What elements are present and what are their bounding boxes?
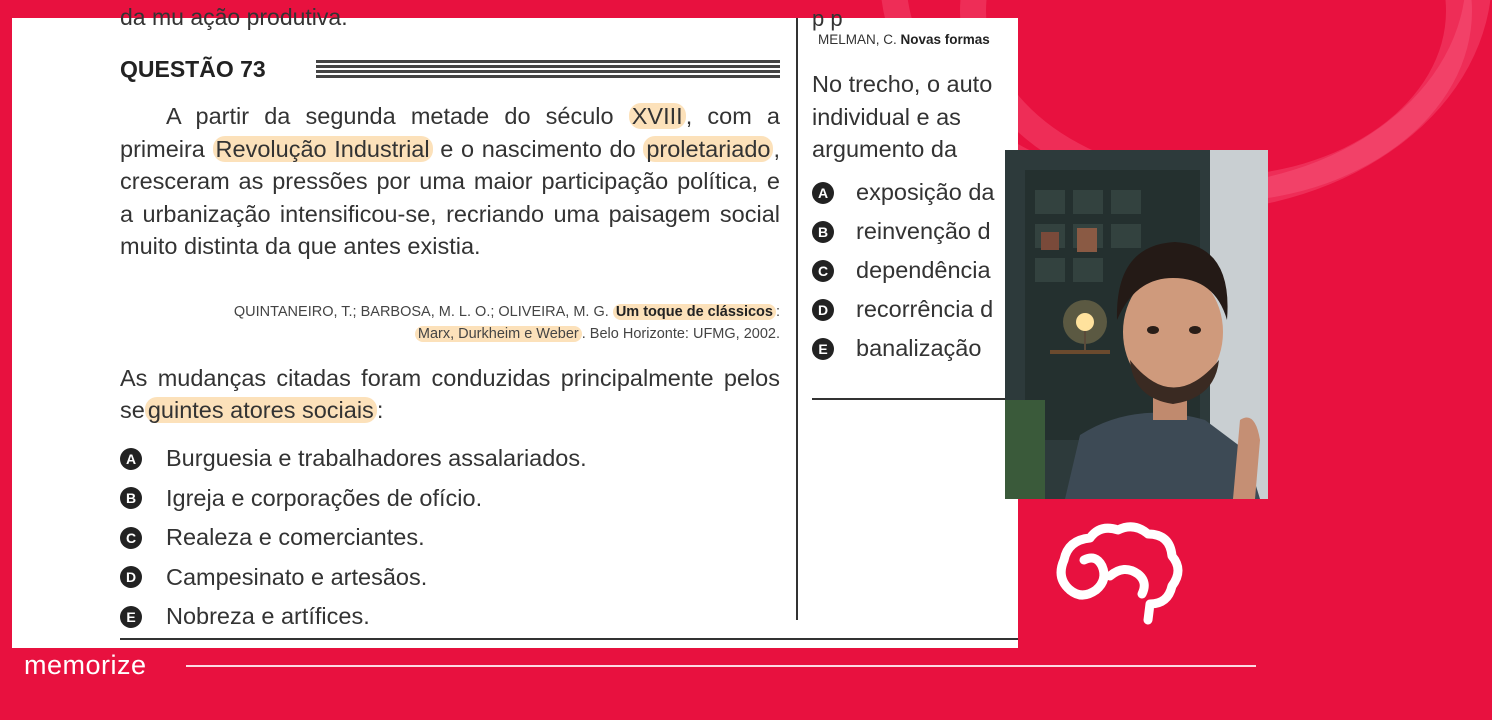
answer-option-c[interactable]: [120, 518, 780, 558]
option-letter-badge: B: [120, 487, 142, 509]
answer-option-b[interactable]: [120, 479, 780, 519]
source-citation: QUINTANEIRO, T.; BARBOSA, M. L. O.; OLIVEIRA, M. G. Um toque de clássicos : Marx, Durkheim e Weber . Belo Horizonte: UFMG, 2002.: [233, 304, 780, 342]
option-text: Nobreza e artífices.: [166, 603, 370, 630]
answer-option-b[interactable]: [812, 212, 995, 251]
option-letter-badge: E: [120, 606, 142, 628]
highlight-mark: guintes atores sociais: [145, 397, 377, 423]
brand-line: [186, 665, 1256, 667]
column-divider: [796, 18, 798, 620]
question-header: [120, 56, 780, 86]
passage-text-segment: , com a primeira: [120, 103, 780, 162]
question-prompt: [812, 68, 992, 166]
citation-book-title: Um toque de clássicos: [613, 304, 776, 320]
answer-option-d[interactable]: [812, 290, 995, 329]
next-question-column: [812, 6, 1018, 648]
highlight-mark: XVIII: [629, 103, 686, 129]
prompt-text-segment: :: [376, 397, 384, 423]
option-text: Burguesia e trabalhadores assalariados.: [166, 445, 587, 472]
citation-author: MELMAN, C.: [818, 32, 897, 47]
option-letter-badge: A: [812, 182, 834, 204]
passage-text-segment: , cresceram as pressões por uma maior participação política, e a urbanização intensificou-se, recriando uma paisagem social muito distinta da que antes existia.: [120, 135, 780, 259]
presenter-webcam: [1005, 150, 1268, 499]
answer-option-d[interactable]: [120, 558, 780, 598]
answer-option-e[interactable]: [812, 329, 995, 368]
citation-publisher: . Belo Horizonte: UFMG, 2002.: [581, 326, 780, 342]
prompt-line: argumento da: [812, 136, 958, 162]
option-letter-badge: D: [812, 299, 834, 321]
header-bars: [316, 60, 780, 78]
citation-subtitle: Marx, Durkheim e Weber: [415, 326, 582, 342]
citation-authors: QUINTANEIRO, T.; BARBOSA, M. L. O.; OLIVEIRA, M. G.: [233, 304, 609, 320]
option-text: Realeza e comerciantes.: [166, 524, 425, 551]
option-letter-badge: D: [120, 566, 142, 588]
option-text: dependência: [856, 257, 991, 283]
question-prompt: [120, 362, 780, 426]
prompt-line: individual e as: [812, 103, 961, 130]
presenter-video-frame: [1005, 150, 1268, 499]
answer-option-e[interactable]: [120, 597, 780, 637]
option-text: reinvenção d: [856, 218, 991, 244]
passage-text-segment: e o nascimento do: [432, 135, 644, 162]
section-rule: [812, 398, 1018, 400]
brand-name: memorize: [24, 650, 147, 680]
answer-options: [812, 173, 995, 368]
option-letter-badge: B: [812, 221, 834, 243]
exam-page: [12, 4, 1018, 648]
answer-option-c[interactable]: [812, 251, 995, 290]
option-letter-badge: E: [812, 338, 834, 360]
option-text: Campesinato e artesãos.: [166, 563, 428, 590]
brain-icon: [1052, 520, 1182, 635]
option-text: Igreja e corporações de ofício.: [166, 484, 483, 511]
answer-options: [120, 439, 780, 637]
source-citation: [818, 32, 990, 47]
option-letter-badge: A: [120, 448, 142, 470]
highlight-mark: Revolução Industrial: [213, 136, 433, 162]
option-text: recorrência d: [856, 296, 994, 322]
prompt-line: No trecho, o auto: [812, 71, 993, 97]
answer-option-a[interactable]: [812, 173, 995, 212]
answer-option-a[interactable]: [120, 439, 780, 479]
option-text: exposição da: [856, 179, 995, 205]
cut-off-text: da mu ação produtiva.: [120, 4, 348, 30]
prompt-text-segment: As mudanças citadas foram conduzidas principalmente pelos se: [120, 365, 780, 423]
question-73-column: [120, 4, 780, 648]
passage-text: [120, 100, 780, 263]
question-title: QUESTÃO 73: [120, 56, 266, 82]
option-text: banalização: [856, 335, 982, 361]
option-letter-badge: C: [120, 527, 142, 549]
option-letter-badge: C: [812, 260, 834, 282]
highlight-mark: proletariado: [643, 136, 773, 162]
passage-text-segment: A partir da segunda metade do século: [166, 103, 629, 129]
citation-title: Novas formas: [900, 32, 990, 47]
cut-off-text: p p: [812, 6, 843, 31]
